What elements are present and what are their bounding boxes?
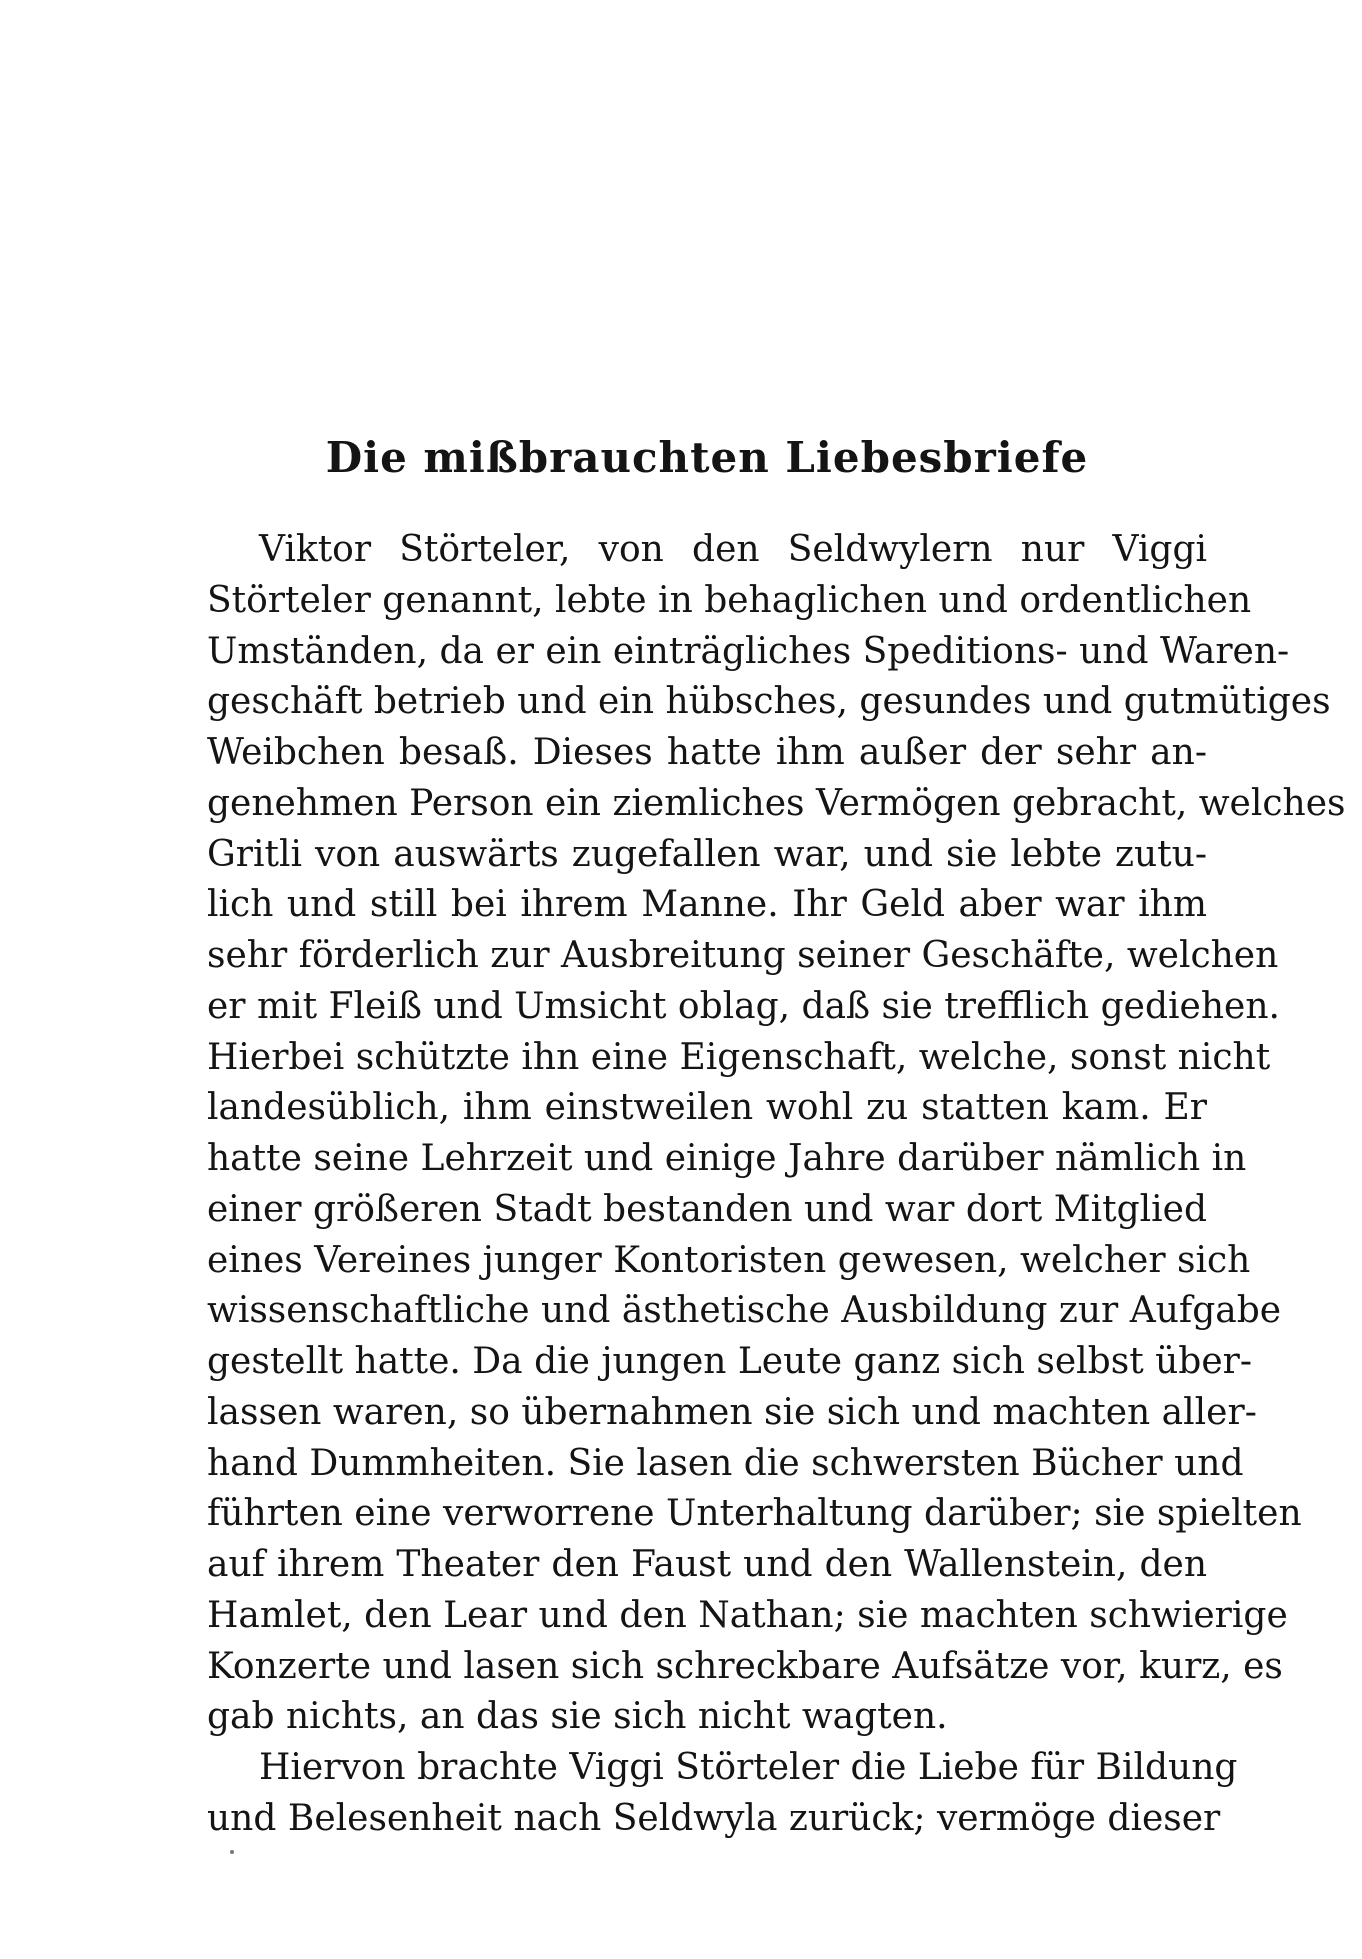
text-line: Gritli von auswärts zugefallen war, und sie lebte zutu- <box>207 833 1207 875</box>
text-line: gab nichts, an das sie sich nicht wagten. <box>207 1696 948 1738</box>
text-line: auf ihrem Theater den Faust und den Wallenstein, den <box>207 1544 1207 1585</box>
text-line: wissenschaftliche und ästhetische Ausbildung zur Aufgabe <box>207 1290 1282 1332</box>
text-line: lassen waren, so übernahmen sie sich und machten aller- <box>207 1391 1257 1433</box>
text-line: er mit Fleiß und Umsicht oblag, daß sie trefflich gediehen. <box>207 985 1280 1027</box>
text-line: Störteler genannt, lebte in behaglichen und ordentlichen <box>207 579 1252 621</box>
text-line: Hiervon brachte Viggi Störteler die Liebe für Bildung <box>259 1747 1238 1788</box>
text-line: eines Vereines junger Kontoristen gewesen, welcher sich <box>207 1239 1251 1281</box>
print-speck <box>230 1850 234 1854</box>
text-line: lich und still bei ihrem Manne. Ihr Geld aber war ihm <box>207 884 1207 926</box>
text-line: führten eine verworrene Unterhaltung darüber; sie spielten <box>207 1493 1302 1535</box>
text-line: hatte seine Lehrzeit und einige Jahre darüber nämlich in <box>207 1138 1247 1179</box>
text-line: landesüblich, ihm einstweilen wohl zu statten kam. Er <box>207 1087 1207 1129</box>
text-line: und Belesenheit nach Seldwyla zurück; vermöge dieser <box>207 1797 1221 1839</box>
text-line: Viktor Störteler, von den Seldwylern nur Viggi <box>259 529 1207 570</box>
chapter-title: Die mißbrauchten Liebesbriefe <box>325 433 1089 482</box>
text-line: hand Dummheiten. Sie lasen die schwersten Bücher und <box>207 1442 1244 1484</box>
text-line: einer größeren Stadt bestanden und war dort Mitglied <box>207 1188 1207 1230</box>
body-text <box>207 525 1346 1845</box>
text-line: Hierbei schützte ihn eine Eigenschaft, welche, sonst nicht <box>207 1036 1271 1078</box>
text-line: genehmen Person ein ziemliches Vermögen gebracht, welches <box>207 782 1346 824</box>
text-line: gestellt hatte. Da die jungen Leute ganz sich selbst über- <box>207 1341 1253 1382</box>
text-line: geschäft betrieb und ein hübsches, gesundes und gutmütiges <box>207 681 1331 723</box>
text-line: Konzerte und lasen sich schreckbare Aufsätze vor, kurz, es <box>207 1645 1283 1687</box>
text-line: Umständen, da er ein einträgliches Speditions- und Waren- <box>207 630 1290 672</box>
text-line: Weibchen besaß. Dieses hatte ihm außer der sehr an- <box>207 732 1207 773</box>
text-line: sehr förderlich zur Ausbreitung seiner Geschäfte, welchen <box>207 935 1279 976</box>
text-line: Hamlet, den Lear und den Nathan; sie machten schwierige <box>207 1594 1288 1636</box>
